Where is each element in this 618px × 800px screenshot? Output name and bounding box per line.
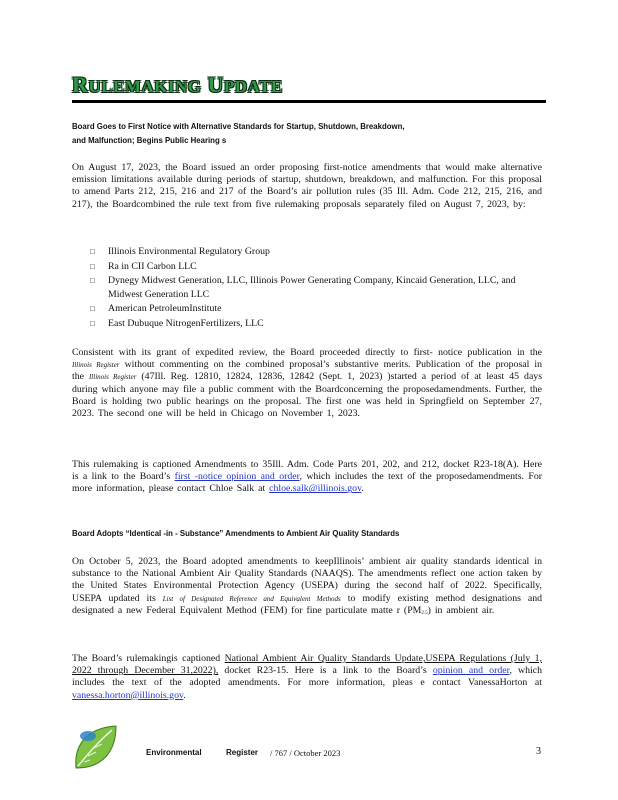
- illinois-register-ref: Illinois Register: [72, 361, 120, 370]
- list-item: □ Dynegy Midwest Generation, LLC, Illinois Power Generating Company, Kincaid Generation, LLC, and Midwest Generation LLC: [90, 274, 520, 302]
- section1-paragraph-intro: On August 17, 2023, the Board issued an order proposing first-notice amendments that would make alternative emission limitations available during periods of startup, shutdown, breakdown, and malfunction. For this proposal to amend Parts 212, 215, 216 and 217 of the Board’s air pollution rules (35 Ill. Adm. Code 212, 215, 216, and 217), the Boardcombined the rule text from five rulemaking proposals separately filed on August 7, 2023, by:: [72, 162, 542, 210]
- illinois-register-ref: Illinois Register: [88, 373, 137, 382]
- footer-register: Register: [226, 748, 259, 757]
- list-item: □ American PetroleumInstitute: [90, 302, 520, 317]
- footer-issue: / 767 / October 2023: [270, 748, 341, 758]
- rulemaking-caption: National Ambient Air Quality Standards Update,USEPA Regulations (July 1, 2022 through December 31,2022),: [72, 653, 542, 677]
- section2-paragraph-adoption: On October 5, 2023, the Board adopted amendments to keepIllinois’ ambient air quality standards identical in substance to the National Ambient Air Quality Standards (NAAQS). The amendments reflect one action taken by the United States Environmental Protection Agency (USEPA) during the second half of 2022. Specifically, USEPA updated its List of Designated Reference and Equivalent Methods to modify existing method designations and designated a new Federal Equivalent Method (FEM) for fine particulate matte r (PM2.5) in ambient air.: [72, 556, 543, 616]
- section1-paragraph-publication: Consistent with its grant of expedited review, the Board proceeded directly to first- notice publication in the Illinois Register without commenting on the combined proposal’s substantive merits. Publication of the proposal in the Illinois Register (47Ill. Reg. 12810, 12824, 12836, 12842 (Sept. 1, 2023) )started a period of at least 45 days during which anyone may file a public comment with the Boardconcerning the proposedamendments. Further, the Board is holding two public hearings on the proposal. The first one was held in Springfield on September 27, 2023. The second one will be held in Chicago on November 1, 2023.: [72, 347, 543, 420]
- section1-heading-line1: Board Goes to First Notice with Alternative Standards for Startup, Shutdown, Breakdown,: [72, 121, 405, 131]
- title-rule: [72, 100, 546, 103]
- list-item: □ Ra in CII Carbon LLC: [90, 260, 520, 275]
- page-title: RULEMAKING UPDATE: [72, 72, 283, 97]
- section1-paragraph-caption: This rulemaking is captioned Amendments to 35Ill. Adm. Code Parts 201, 202, and 212, docket R23-18(A). Here is a link to the Board’s first -notice opinion and order, which includes the text of the proposedamendments. For more information, please contact Chloe Salk at chloe.salk@illinois.gov.: [72, 459, 543, 495]
- list-item: □ East Dubuque NitrogenFertilizers, LLC: [90, 317, 520, 332]
- page-number: 3: [536, 746, 541, 757]
- petitioner-list: [90, 245, 520, 331]
- section1-heading-line2: and Malfunction; Begins Public Hearing s: [72, 135, 227, 145]
- section2-paragraph-caption: The Board’s rulemakingis captioned National Ambient Air Quality Standards Update,USEPA Regulations (July 1, 2022 through December 31,2022), docket R23-15. Here is a link to the Board’s opinion and order, which includes the text of the adopted amendments. For more information, pleas e contact VanessaHorton at vanessa.horton@illinois.gov.: [72, 653, 542, 701]
- leaf-logo-icon: [70, 722, 122, 774]
- designated-methods-list-ref: List of Designated Reference and Equivalent Methods: [162, 594, 341, 603]
- list-item: □ Illinois Environmental Regulatory Group: [90, 245, 520, 260]
- section2-heading: Board Adopts “Identical -in - Substance” Amendments to Ambient Air Quality Standards: [72, 528, 400, 538]
- footer-publication: Environmental: [146, 748, 202, 757]
- vanessa-horton-email-link[interactable]: vanessa.horton@illinois.gov: [72, 689, 184, 701]
- opinion-and-order-link[interactable]: opinion and order: [432, 665, 510, 677]
- chloe-salk-email-link[interactable]: chloe.salk@illinois.gov: [269, 483, 362, 495]
- first-notice-opinion-link[interactable]: first -notice opinion and order: [174, 471, 300, 483]
